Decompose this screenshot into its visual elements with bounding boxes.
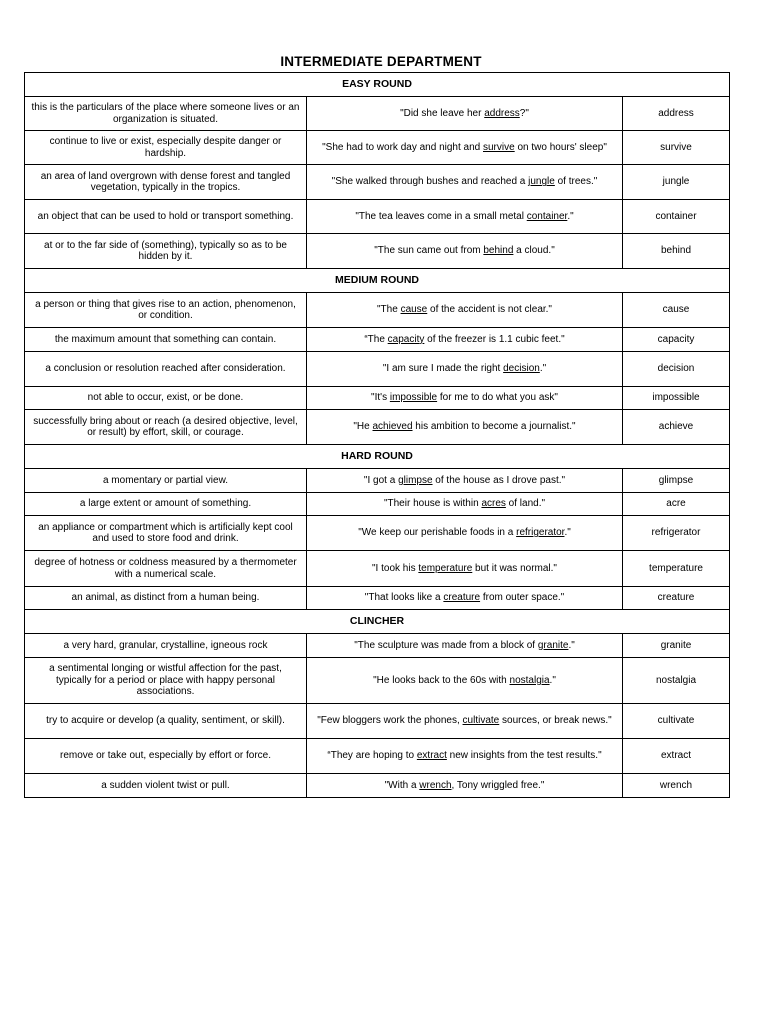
underlined-word: temperature (418, 562, 473, 574)
answer-cell: extract (623, 739, 730, 774)
table-row (25, 634, 730, 658)
sentence-cell (307, 658, 623, 704)
sentence-before: "That looks like a (364, 592, 444, 604)
underlined-word: capacity (387, 333, 425, 345)
sentence-after: ." (539, 363, 547, 375)
sentence-cell (307, 551, 623, 587)
sentence-cell (307, 469, 623, 493)
sentence-after: his ambition to become a journalist." (412, 421, 576, 433)
table-row (25, 97, 730, 131)
underlined-word: cultivate (462, 715, 500, 727)
section-title: HARD ROUND (25, 445, 730, 469)
sentence-cell (307, 293, 623, 328)
sentence-before: "I got a (363, 474, 399, 486)
table-row (25, 658, 730, 704)
sentence-cell (307, 587, 623, 610)
sentence-after: of land." (505, 498, 546, 510)
table-row (25, 774, 730, 798)
answer-cell: acre (623, 493, 730, 516)
section-header-row (25, 73, 730, 97)
definition-cell: remove or take out, especially by effort or force. (25, 739, 307, 774)
sentence-after: of the freezer is 1.1 cubic feet." (424, 333, 565, 345)
sentence-cell (307, 200, 623, 234)
sentence-after: of the accident is not clear." (427, 304, 552, 316)
definition-cell: not able to occur, exist, or be done. (25, 387, 307, 410)
answer-cell: nostalgia (623, 658, 730, 704)
definition-cell: a large extent or amount of something. (25, 493, 307, 516)
section-header-row (25, 445, 730, 469)
answer-cell: survive (623, 131, 730, 165)
sentence-after: ." (568, 639, 575, 651)
sentence-before: "We keep our perishable foods in a (358, 527, 517, 539)
sentence-after: , Tony wriggled free." (451, 779, 545, 791)
table-row (25, 587, 730, 610)
sentence-cell (307, 352, 623, 387)
sentence-before: "She had to work day and night and (322, 141, 483, 153)
answer-cell: wrench (623, 774, 730, 798)
sentence-cell (307, 387, 623, 410)
underlined-word: creature (443, 592, 481, 604)
sentence-cell (307, 516, 623, 551)
sentence-before: "The sculpture was made from a block of (354, 639, 538, 651)
definition-cell: a sentimental longing or wistful affection for the past, typically for a period or place with happy personal associations. (25, 658, 307, 704)
answer-cell: granite (623, 634, 730, 658)
definition-cell: degree of hotness or coldness measured by a thermometer with a numerical scale. (25, 551, 307, 587)
table-row (25, 200, 730, 234)
definition-cell: a very hard, granular, crystalline, igneous rock (25, 634, 307, 658)
section-header-row (25, 610, 730, 634)
sentence-before: "I took his (372, 562, 419, 574)
underlined-word: nostalgia (509, 674, 550, 686)
underlined-word: extract (416, 750, 447, 762)
sentence-after: ?" (519, 107, 529, 119)
sentence-cell (307, 328, 623, 352)
sentence-after: but it was normal." (472, 562, 557, 574)
table-row (25, 165, 730, 200)
sentence-after: ." (564, 527, 571, 539)
answer-cell: refrigerator (623, 516, 730, 551)
page-title: INTERMEDIATE DEPARTMENT (280, 54, 482, 69)
sentence-before: “The (364, 333, 388, 345)
definition-cell: this is the particulars of the place where someone lives or an organization is situated. (25, 97, 307, 131)
sentence-before: "The (377, 304, 401, 316)
table-row (25, 328, 730, 352)
answer-cell: creature (623, 587, 730, 610)
answer-cell: behind (623, 234, 730, 269)
answer-cell: cultivate (623, 704, 730, 739)
underlined-word: cause (400, 304, 428, 316)
underlined-word: wrench (419, 779, 452, 791)
underlined-word: survive (483, 141, 515, 153)
sentence-before: “They are hoping to (327, 750, 417, 762)
sentence-cell (307, 410, 623, 445)
sentence-cell (307, 774, 623, 798)
sentence-before: "She walked through bushes and reached a (331, 176, 529, 188)
sentence-cell (307, 234, 623, 269)
table-row (25, 387, 730, 410)
underlined-word: glimpse (398, 474, 433, 486)
underlined-word: refrigerator (516, 527, 565, 539)
sentence-after: of trees." (554, 176, 598, 188)
table-row (25, 131, 730, 165)
definition-cell: the maximum amount that something can contain. (25, 328, 307, 352)
definition-cell: an area of land overgrown with dense forest and tangled vegetation, typically in the tropics. (25, 165, 307, 200)
sentence-cell (307, 165, 623, 200)
section-title: EASY ROUND (25, 73, 730, 97)
sentence-after: for me to do what you ask" (437, 392, 558, 404)
underlined-word: address (484, 107, 520, 119)
section-title: MEDIUM ROUND (25, 269, 730, 293)
answer-cell: decision (623, 352, 730, 387)
sentence-after: ." (549, 674, 556, 686)
sentence-before: "Their house is within (383, 498, 482, 510)
table-row (25, 352, 730, 387)
sentence-cell (307, 704, 623, 739)
sentence-after: new insights from the test results." (446, 750, 602, 762)
answer-cell: temperature (623, 551, 730, 587)
sentence-cell (307, 131, 623, 165)
answer-cell: cause (623, 293, 730, 328)
sentence-before: "He looks back to the 60s with (373, 674, 510, 686)
answer-cell: glimpse (623, 469, 730, 493)
sentence-cell (307, 739, 623, 774)
definition-cell: continue to live or exist, especially despite danger or hardship. (25, 131, 307, 165)
sentence-before: "The sun came out from (374, 245, 484, 257)
sentence-before: "He (353, 421, 373, 433)
definition-cell: at or to the far side of (something), typically so as to be hidden by it. (25, 234, 307, 269)
table-row (25, 234, 730, 269)
table-row (25, 293, 730, 328)
answer-cell: impossible (623, 387, 730, 410)
definition-cell: an animal, as distinct from a human being. (25, 587, 307, 610)
underlined-word: container (526, 210, 568, 222)
definition-cell: an appliance or compartment which is artificially kept cool and used to store food and drink. (25, 516, 307, 551)
sentence-after: sources, or break news." (499, 715, 612, 727)
sentence-cell (307, 634, 623, 658)
table-row (25, 469, 730, 493)
sentence-before: "With a (384, 779, 420, 791)
definition-cell: an object that can be used to hold or transport something. (25, 200, 307, 234)
definition-cell: a person or thing that gives rise to an action, phenomenon, or condition. (25, 293, 307, 328)
underlined-word: behind (483, 245, 514, 257)
underlined-word: decision (503, 363, 540, 375)
sentence-cell (307, 97, 623, 131)
table-row (25, 516, 730, 551)
sentence-after: a cloud." (513, 245, 555, 257)
table-row (25, 551, 730, 587)
definition-cell: a sudden violent twist or pull. (25, 774, 307, 798)
sentence-after: ." (567, 210, 574, 222)
table-row (25, 410, 730, 445)
sentence-before: "It's (371, 392, 390, 404)
answer-cell: jungle (623, 165, 730, 200)
underlined-word: acres (481, 498, 506, 510)
definition-cell: successfully bring about or reach (a desired objective, level, or result) by effort, skill, or courage. (25, 410, 307, 445)
sentence-before: "Few bloggers work the phones, (317, 715, 463, 727)
underlined-word: achieved (372, 421, 413, 433)
sentence-after: on two hours' sleep" (514, 141, 607, 153)
answer-cell: achieve (623, 410, 730, 445)
table-row (25, 493, 730, 516)
answer-cell: address (623, 97, 730, 131)
section-header-row (25, 269, 730, 293)
section-title: CLINCHER (25, 610, 730, 634)
definition-cell: a conclusion or resolution reached after consideration. (25, 352, 307, 387)
sentence-cell (307, 493, 623, 516)
vocabulary-table (24, 72, 730, 798)
underlined-word: granite (537, 639, 569, 651)
sentence-after: of the house as I drove past." (432, 474, 566, 486)
sentence-before: "I am sure I made the right (382, 363, 504, 375)
sentence-before: "Did she leave her (400, 107, 485, 119)
definition-cell: try to acquire or develop (a quality, sentiment, or skill). (25, 704, 307, 739)
table-row (25, 739, 730, 774)
sentence-before: "The tea leaves come in a small metal (355, 210, 527, 222)
underlined-word: jungle (528, 176, 555, 188)
definition-cell: a momentary or partial view. (25, 469, 307, 493)
answer-cell: capacity (623, 328, 730, 352)
sentence-after: from outer space." (480, 592, 565, 604)
table-row (25, 704, 730, 739)
answer-cell: container (623, 200, 730, 234)
underlined-word: impossible (389, 392, 438, 404)
